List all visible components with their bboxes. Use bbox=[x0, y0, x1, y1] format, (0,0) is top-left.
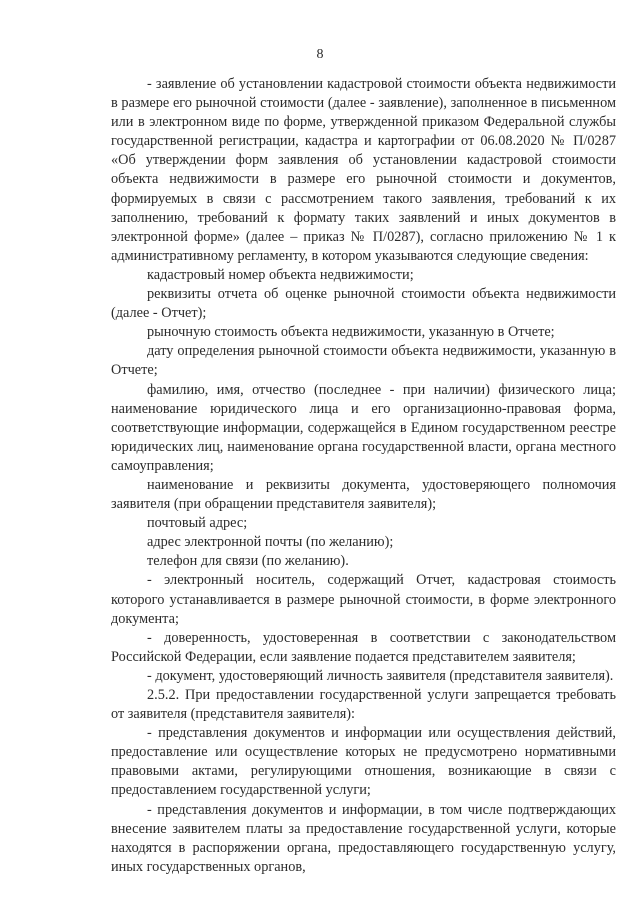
paragraph-report-details: реквизиты отчета об оценке рыночной стоимости объекта недвижимости (далее - Отчет); bbox=[111, 286, 616, 322]
paragraph-section-2-5-2: 2.5.2. При предоставлении государственной услуги запрещается требовать от заявителя (представителя заявителя): bbox=[111, 687, 616, 723]
paragraph-authority-document: наименование и реквизиты документа, удостоверяющего полномочия заявителя (при обращении представителя заявителя); bbox=[111, 476, 616, 513]
paragraph-email: адрес электронной почты (по желанию); bbox=[147, 534, 394, 551]
paragraph-prohibited-documents: - представления документов и информации, в том числе подтверждающих внесение заявителем платы за предоставление государственной услуги, которые находятся в распоряжении органа, предоставляющего государственную услугу, иных государственных органов, bbox=[111, 801, 616, 875]
paragraph-postal-address: почтовый адрес; bbox=[147, 515, 248, 532]
paragraph-power-of-attorney: - доверенность, удостоверенная в соответствии с законодательством Российской Федерации, если заявление подается представителем заявителя; bbox=[111, 629, 616, 665]
document-body bbox=[111, 75, 616, 877]
paragraph-identity-document: - документ, удостоверяющий личность заявителя (представителя заявителя). bbox=[147, 667, 614, 684]
page-number: 8 bbox=[316, 47, 324, 62]
paragraph-electronic-media: - электронный носитель, содержащий Отчет, кадастровая стоимость которого устанавливается в размере рыночной стоимости, в форме электронного документа; bbox=[111, 572, 616, 627]
paragraph-phone: телефон для связи (по желанию). bbox=[147, 553, 349, 570]
paragraph-application: - заявление об установлении кадастровой стоимости объекта недвижимости в размере его рыночной стоимости (далее - заявление), заполненное в письменном или в электронном виде по форме, утвержденной приказом Федеральной службы государственной регистрации, кадастра и картографии от 06.08.2020 № П/0287 «Об утверждении форм заявления об установлении кадастровой стоимости объекта недвижимости в размере его рыночной стоимости и документов, формируемых в связи с рассмотрением такого заявления, требований к их заполнению, требований к формату таких заявлений и иных документов в электронной форме» (далее – приказ № П/0287), согласно приложению № 1 к административному регламенту, в котором указываются следующие сведения: bbox=[111, 76, 616, 264]
paragraph-prohibited-actions: - представления документов и информации или осуществления действий, предоставление или осуществление которых не предусмотрено нормативными правовыми актами, регулирующими отношения, возникающие в связи с предоставлением государственной услуги; bbox=[111, 725, 616, 799]
paragraph-cadastral-number: кадастровый номер объекта недвижимости; bbox=[147, 266, 414, 283]
paragraph-applicant-name: фамилию, имя, отчество (последнее - при наличии) физического лица; наименование юридического лица и его организационно-правовая форма, соответствующие информации, содержащейся в Едином государственном реестре юридических лиц, наименование органа государственной власти, органа местного самоуправления; bbox=[111, 381, 616, 474]
paragraph-market-value: рыночную стоимость объекта недвижимости, указанную в Отчете; bbox=[147, 324, 555, 341]
paragraph-valuation-date: дату определения рыночной стоимости объекта недвижимости, указанную в Отчете; bbox=[111, 343, 616, 379]
